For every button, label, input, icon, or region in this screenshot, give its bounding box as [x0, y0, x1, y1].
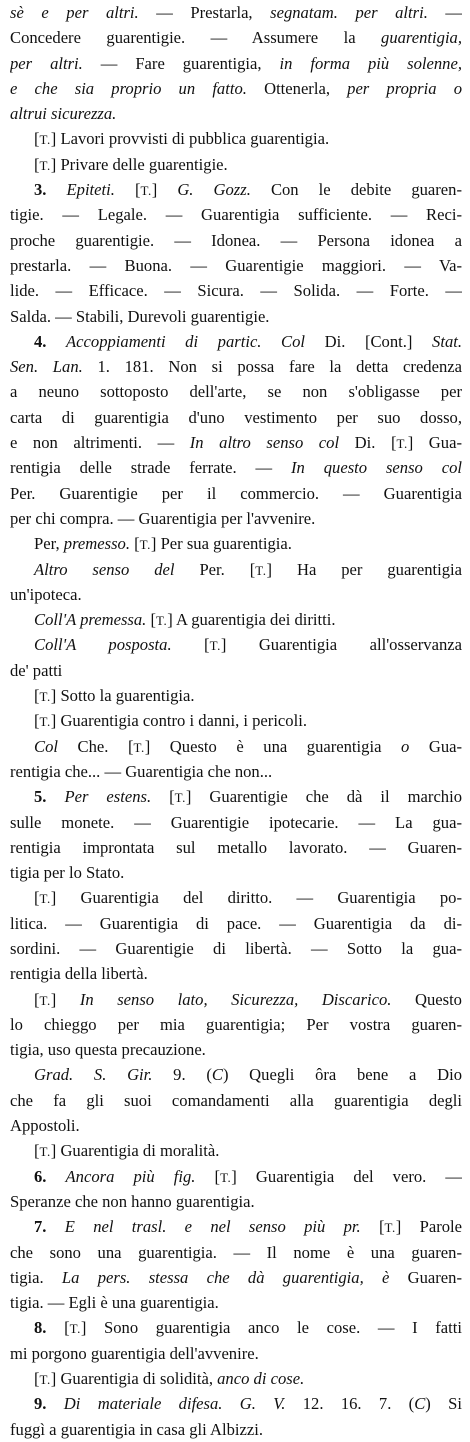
text-segment: Che. [ [57, 736, 134, 756]
text-segment: 1. 181. Non si possa fare la detta credenza [82, 357, 462, 377]
text-segment: o [400, 736, 410, 756]
text-segment: In altro senso col [189, 433, 340, 453]
text-segment: ] A guarentigia dei diritti. [167, 610, 336, 630]
text-line [10, 582, 462, 607]
text-segment: [ [146, 610, 157, 630]
text-line [10, 1391, 462, 1416]
text-segment: Guaren- [389, 1267, 462, 1287]
text-segment: tigia. — Egli è una guarentigia. [10, 1293, 219, 1313]
text-segment: [ [114, 180, 141, 200]
text-segment: rentigia della libertà. [10, 964, 148, 984]
text-segment: tigia per lo Stato. [10, 863, 125, 883]
text-segment: Per. [ [174, 559, 256, 579]
text-line [10, 835, 462, 860]
text-line [10, 126, 462, 151]
dictionary-entry-text [10, 0, 462, 1442]
text-segment: 9. [34, 1394, 64, 1414]
text-segment: Coll'A premessa. [34, 610, 147, 630]
text-segment: [ [34, 989, 40, 1009]
text-line [10, 1113, 462, 1138]
text-segment: Altro senso del [34, 559, 175, 579]
text-segment: de' patti [10, 660, 63, 680]
text-segment: rentigia delle strade ferrate. — [10, 458, 292, 478]
text-segment: anco di cose. [217, 1369, 305, 1389]
text-segment: ] Guarentigia contro i danni, i pericoli. [50, 711, 307, 731]
text-segment: In questo senso col [291, 458, 462, 478]
text-segment: ] Guarentigia di solidità, [50, 1369, 218, 1389]
text-line [10, 557, 462, 582]
text-line [10, 632, 462, 657]
text-segment: ] Guarentigia del vero. — [231, 1166, 462, 1186]
text-line [10, 51, 462, 76]
text-segment: sè e per altri. [10, 3, 139, 22]
text-segment: rentigia che... — Guarentigia che non... [10, 761, 273, 781]
text-segment: e non altrimenti. — [10, 433, 190, 453]
text-segment: [ [34, 129, 40, 149]
text-line [10, 0, 462, 25]
text-segment: Stat. [432, 331, 462, 351]
text-segment: Accoppiamenti di partic. Col [66, 331, 306, 351]
text-segment: 8. [34, 1318, 65, 1338]
text-segment: Appostoli. [10, 1116, 80, 1136]
text-line [10, 784, 462, 809]
text-segment: tigia. [10, 1267, 62, 1287]
text-line [10, 1290, 462, 1315]
text-segment: T. [39, 992, 51, 1008]
text-segment: 7. [34, 1217, 65, 1237]
text-line [10, 531, 462, 556]
text-line [10, 683, 462, 708]
text-segment: per chi compra. — Guarentigia per l'avvenire. [10, 508, 316, 528]
text-line [10, 481, 462, 506]
text-segment: a neuno sottoposto dell'arte, se non s'obligasse per [10, 382, 462, 402]
text-segment: [ [129, 534, 140, 554]
text-segment: ] Guarentigie che dà il marchio [185, 787, 462, 807]
text-segment: La pers. stessa che dà guarentigia, è [61, 1267, 390, 1287]
text-segment: T. [255, 562, 267, 578]
text-line [10, 202, 462, 227]
text-segment: Ancora più fig. [65, 1166, 196, 1186]
text-segment: [ [34, 154, 40, 174]
text-segment: 12. 16. 7. ( [285, 1394, 415, 1414]
text-segment: [ [34, 1369, 40, 1389]
text-segment: ] Guarentigia all'osservanza [220, 635, 462, 655]
text-segment: altrui sicurezza. [10, 104, 117, 124]
text-segment: T. [139, 537, 151, 553]
text-segment: — [427, 3, 462, 22]
text-segment: Sen. Lan. [10, 357, 83, 377]
text-line [10, 607, 462, 632]
text-line [10, 25, 462, 50]
text-segment: ) Quegli ôra bene a Dio [222, 1065, 462, 1085]
text-line [10, 455, 462, 480]
text-line [10, 911, 462, 936]
text-segment: 9. ( [152, 1065, 212, 1085]
text-line [10, 1164, 462, 1189]
text-line [10, 76, 462, 101]
text-line [10, 379, 462, 404]
text-segment: per altri. [10, 53, 83, 73]
text-line [10, 759, 462, 784]
text-segment: T. [39, 714, 51, 730]
text-segment: ] Sono guarentigia anco le cose. — I fatti [80, 1318, 462, 1338]
text-segment: tigia, uso questa precauzione. [10, 1040, 206, 1060]
text-segment: In senso lato, Sicurezza, Discarico. [79, 989, 392, 1009]
text-line [10, 1037, 462, 1062]
text-segment: [ [64, 1318, 70, 1338]
text-segment: ) Si [425, 1394, 462, 1414]
text-segment: T. [174, 790, 186, 806]
text-segment: Coll'A posposta. [34, 635, 172, 655]
text-segment: Per. Guarentigie per il commercio. — Guarentigia [10, 483, 462, 503]
text-segment: 4. [34, 331, 67, 351]
text-line [10, 708, 462, 733]
text-line [10, 1341, 462, 1366]
text-segment: carta di guarentigia d'uno vestimento per suo dosso, [10, 407, 462, 427]
text-segment: rentigia improntata sul metallo lavorato. — Guaren- [10, 837, 462, 857]
text-segment: [ [360, 1217, 385, 1237]
text-segment: [ [171, 635, 210, 655]
text-segment: ] Gua- [407, 433, 462, 453]
text-segment: 3. [34, 180, 67, 200]
text-segment: T. [220, 1169, 232, 1185]
text-line [10, 405, 462, 430]
text-segment: premesso. [63, 534, 130, 554]
text-segment: Gua- [409, 736, 462, 756]
text-segment: lide. — Efficace. — Sicura. — Solida. — Forte. — [10, 281, 462, 301]
text-line [10, 253, 462, 278]
text-line [10, 152, 462, 177]
text-line [10, 987, 462, 1012]
text-line [10, 1189, 462, 1214]
text-segment: C [414, 1394, 426, 1414]
text-segment: Epiteti. [66, 180, 115, 200]
text-line [10, 101, 462, 126]
text-line [10, 961, 462, 986]
text-line [10, 810, 462, 835]
text-segment: T. [384, 1220, 396, 1236]
text-segment: Questo [391, 989, 462, 1009]
text-segment: T. [133, 739, 145, 755]
text-segment: G. Gozz. [177, 180, 251, 200]
text-line [10, 1088, 462, 1113]
text-line [10, 734, 462, 759]
text-segment: T. [39, 689, 51, 705]
text-segment: fuggì a guarentigia in casa gli Albizzi. [10, 1419, 263, 1439]
text-segment: tigie. — Legale. — Guarentigia sufficiente. — Reci- [10, 205, 462, 225]
text-segment: T. [39, 157, 51, 173]
text-segment: per propria o [347, 78, 462, 98]
text-segment: Con le debite guaren- [250, 180, 462, 200]
text-line [10, 1417, 462, 1442]
text-line [10, 430, 462, 455]
text-segment: un'ipoteca. [10, 584, 82, 604]
text-segment: ] Lavori provvisti di pubblica guarentigia. [50, 129, 330, 149]
text-line [10, 1315, 462, 1340]
text-segment: 6. [34, 1166, 66, 1186]
text-segment: Ottenerla, [246, 78, 348, 98]
text-line [10, 1012, 462, 1037]
text-segment: ] Guarentigia del diritto. — Guarentigia po- [50, 888, 462, 908]
text-segment: Salda. — Stabili, Durevoli guarentigie. [10, 306, 270, 326]
text-segment: ] Questo è una guarentigia [144, 736, 401, 756]
text-segment: [ [34, 711, 40, 731]
text-segment: lo chieggo per mia guarentigia; Per vostra guaren- [10, 1014, 462, 1034]
text-segment: ] [50, 989, 80, 1009]
text-segment: T. [140, 183, 152, 199]
text-line [10, 860, 462, 885]
text-line [10, 1366, 462, 1391]
text-segment: Per estens. [64, 787, 152, 807]
text-segment: T. [39, 1144, 51, 1160]
text-line [10, 1265, 462, 1290]
text-segment: T. [69, 1321, 81, 1337]
text-line [10, 278, 462, 303]
text-segment: Per, [34, 534, 64, 554]
text-line [10, 228, 462, 253]
text-segment: 5. [34, 787, 65, 807]
text-line [10, 658, 462, 683]
text-segment: T. [39, 891, 51, 907]
text-segment: [ [195, 1166, 221, 1186]
text-segment: T. [39, 132, 51, 148]
text-segment: C [211, 1065, 223, 1085]
text-segment: sordini. — Guarentigie di libertà. — Sotto la gua- [10, 938, 462, 958]
text-segment: [ [34, 888, 40, 908]
text-segment: — Prestarla, [138, 3, 271, 22]
text-segment: Concedere guarentigie. — Assumere la [10, 28, 382, 48]
text-segment: proche guarentigie. — Idonea. — Persona idonea a [10, 230, 462, 250]
text-segment: Grad. S. Gir. [34, 1065, 153, 1085]
text-segment: T. [209, 638, 221, 654]
text-segment: Di. [ [339, 433, 397, 453]
text-segment: [ [34, 1141, 40, 1161]
text-segment: che fa gli suoi comandamenti alla guarentigia degli [10, 1090, 462, 1110]
text-segment: guarentigia, [381, 28, 462, 48]
text-line [10, 885, 462, 910]
text-segment: T. [396, 436, 408, 452]
text-segment: e che sia proprio un fatto. [10, 78, 247, 98]
text-segment: ] Parole [395, 1217, 462, 1237]
text-segment: ] Per sua guarentigia. [150, 534, 292, 554]
text-segment: T. [156, 613, 168, 629]
text-segment: ] Ha per guarentigia [266, 559, 462, 579]
text-segment: che sono una guarentigia. — Il nome è una guaren- [10, 1242, 462, 1262]
text-segment: E nel trasl. e nel senso più pr. [64, 1217, 361, 1237]
text-line [10, 304, 462, 329]
text-segment: T. [39, 1372, 51, 1388]
text-segment: Di. [Cont.] [305, 331, 433, 351]
text-line [10, 1138, 462, 1163]
text-segment: [ [151, 787, 175, 807]
text-line [10, 936, 462, 961]
text-segment: Speranze che non hanno guarentigia. [10, 1191, 255, 1211]
text-segment: sulle monete. — Guarentigie ipotecarie. — La gua- [10, 812, 462, 832]
text-segment: ] Guarentigia di moralità. [50, 1141, 220, 1161]
text-segment: litica. — Guarentigia di pace. — Guarentigia da di- [10, 913, 462, 933]
text-segment: segnatam. per altri. [270, 3, 428, 22]
text-segment: ] Sotto la guarentigia. [50, 686, 195, 706]
text-segment: [ [34, 686, 40, 706]
text-line [10, 1240, 462, 1265]
text-segment: Col [34, 736, 58, 756]
text-segment: mi porgono guarentigia dell'avvenire. [10, 1343, 259, 1363]
text-segment: ] [151, 180, 178, 200]
text-segment: prestarla. — Buona. — Guarentigie maggiori. — Va- [10, 255, 462, 275]
text-segment: — Fare guarentigia, [82, 53, 280, 73]
text-line [10, 506, 462, 531]
text-line [10, 177, 462, 202]
text-line [10, 354, 462, 379]
text-line [10, 1214, 462, 1239]
text-line [10, 329, 462, 354]
text-segment: in forma più solenne, [279, 53, 462, 73]
text-segment: Di materiale difesa. G. V. [63, 1394, 286, 1414]
text-line [10, 1062, 462, 1087]
text-segment: ] Privare delle guarentigie. [50, 154, 228, 174]
